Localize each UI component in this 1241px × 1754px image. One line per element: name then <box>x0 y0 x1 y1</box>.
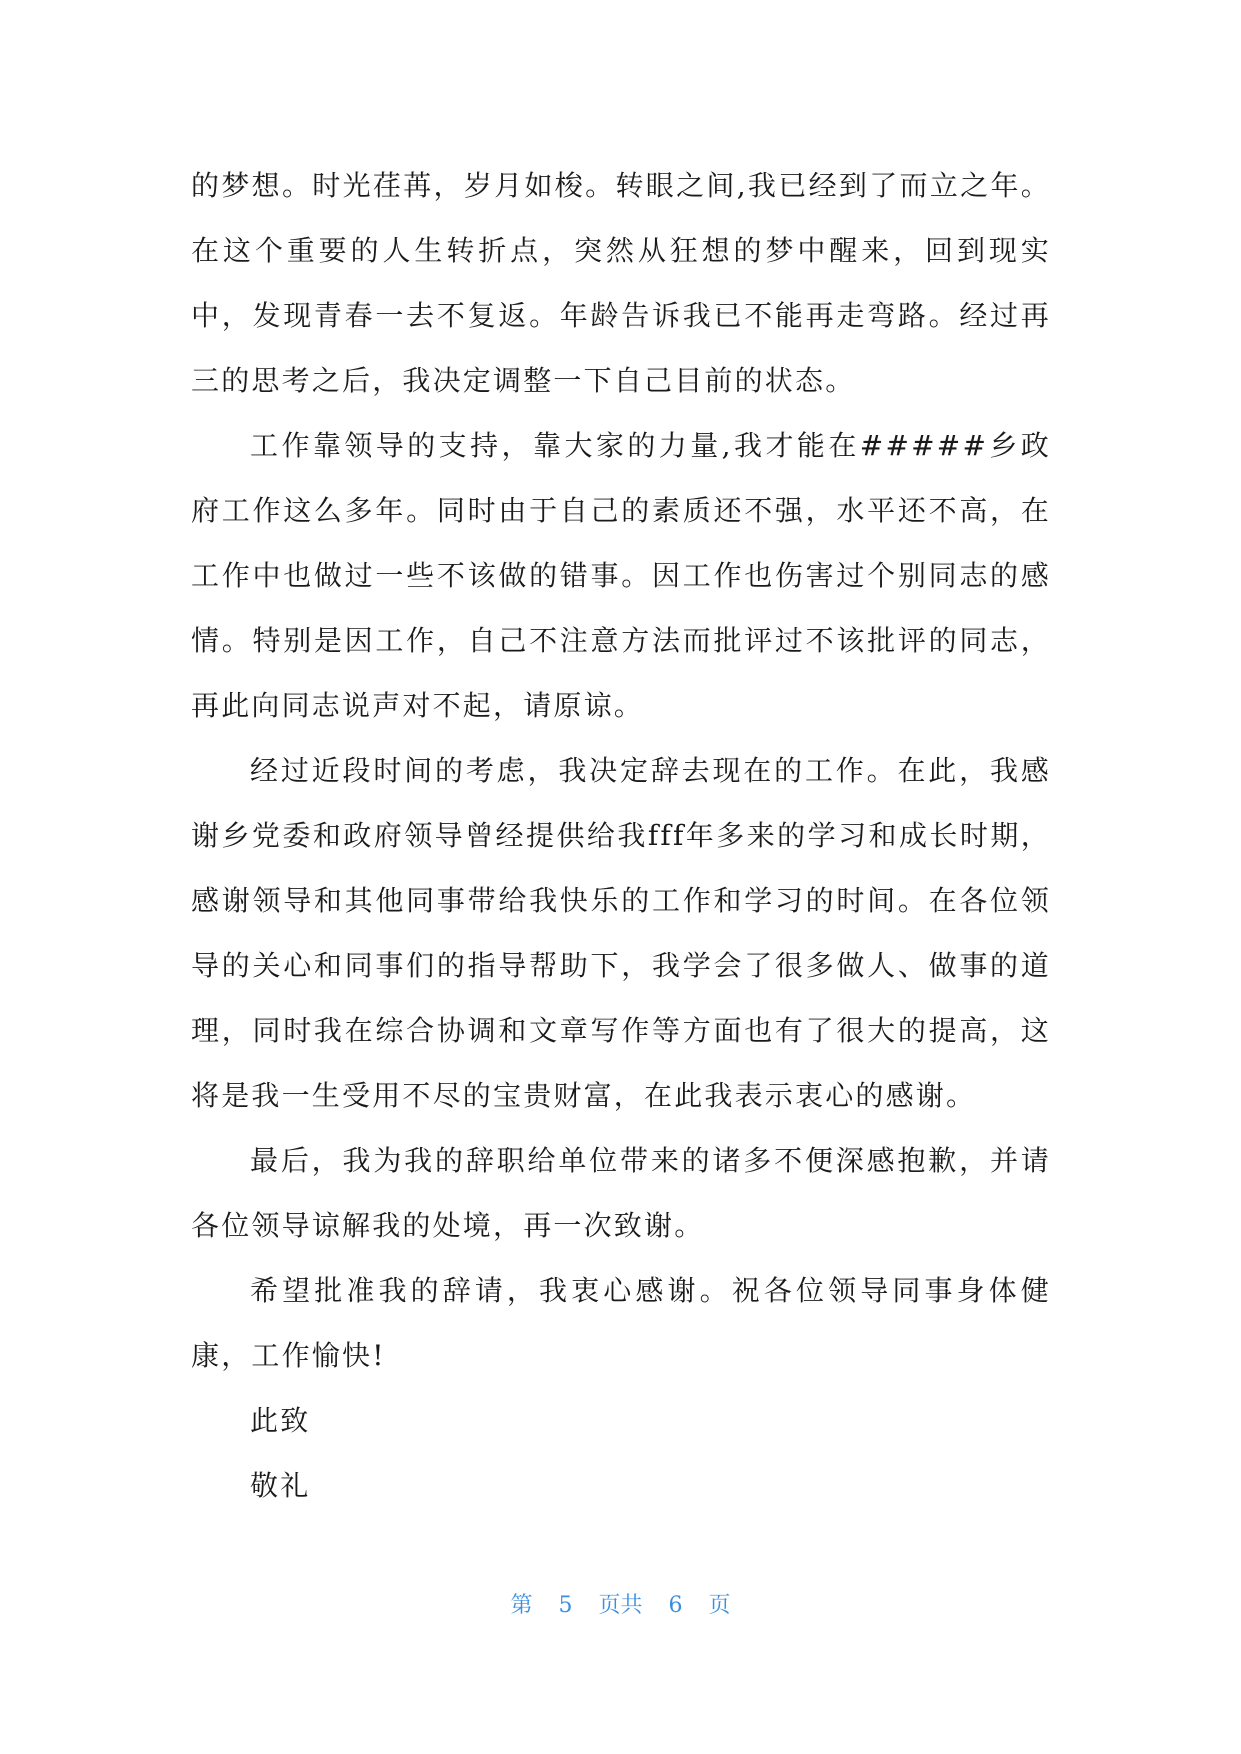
paragraph-apology: 最后，我为我的辞职给单位带来的诸多不便深感抱歉，并请各位领导谅解我的处境，再一次致谢。 <box>191 1144 1051 1242</box>
footer-suffix: 页 <box>708 1593 731 1618</box>
page-footer <box>0 1588 1241 1619</box>
footer-total-pages: 6 <box>668 1593 683 1618</box>
closing-salutation: 此致 <box>250 1404 311 1437</box>
paragraph-thanks-support: 工作靠领导的支持，靠大家的力量,我才能在#####乡政府工作这么多年。同时由于自己的素质还不强，水平还不高，在工作中也做过一些不该做的错事。因工作也伤害过个别同志的感情。特别是因工作，自己不注意方法而批评过不该批评的同志，再此向同志说声对不起，请原谅。 <box>191 429 1051 722</box>
closing-regards: 敬礼 <box>250 1469 311 1502</box>
paragraph-resignation-decision: 经过近段时间的考虑，我决定辞去现在的工作。在此，我感谢乡党委和政府领导曾经提供给我fff年多来的学习和成长时期，感谢领导和其他同事带给我快乐的工作和学习的时间。在各位领导的关心和同事们的指导帮助下，我学会了很多做人、做事的道理，同时我在综合协调和文章写作等方面也有了很大的提高，这将是我一生受用不尽的宝贵财富，在此我表示衷心的感谢。 <box>191 754 1051 1112</box>
footer-current-page: 5 <box>558 1593 573 1618</box>
footer-middle: 页共 <box>598 1593 643 1618</box>
paragraph-continuation: 的梦想。时光荏苒，岁月如梭。转眼之间,我已经到了而立之年。在这个重要的人生转折点，突然从狂想的梦中醒来，回到现实中，发现青春一去不复返。年龄告诉我已不能再走弯路。经过再三的思考之后，我决定调整一下自己目前的状态。 <box>191 169 1051 397</box>
footer-prefix: 第 <box>510 1593 533 1618</box>
paragraph-request-approval: 希望批准我的辞请，我衷心感谢。祝各位领导同事身体健康，工作愉快! <box>191 1274 1051 1372</box>
document-body <box>191 153 1051 1518</box>
